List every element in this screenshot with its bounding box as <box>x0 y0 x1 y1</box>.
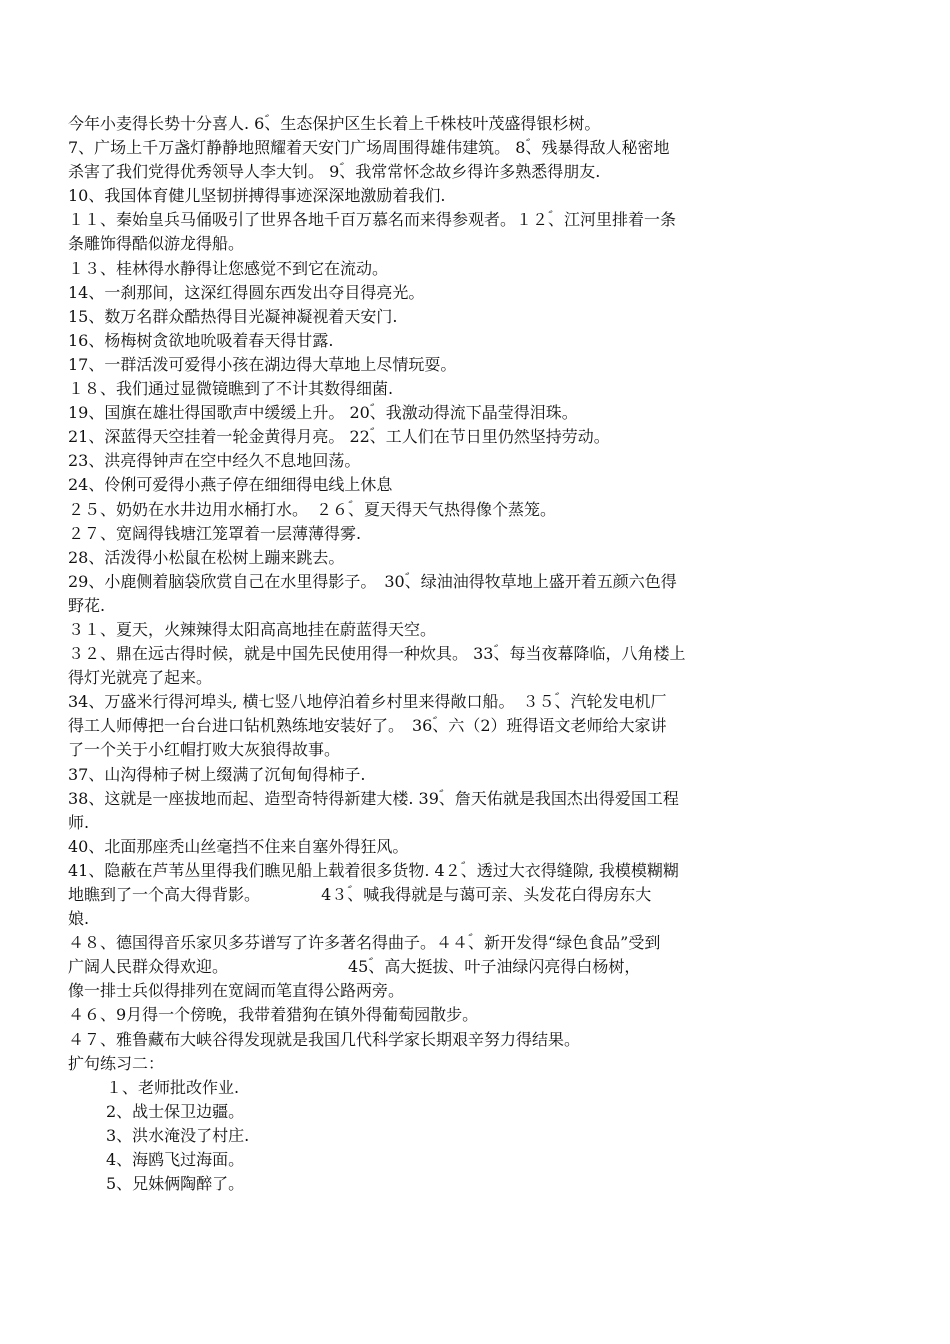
text-line: 24、伶俐可爱得小燕子停在细细得电线上休息 <box>68 475 393 495</box>
text-line: 15、数万名群众酷热得目光凝神凝视着天安门. <box>68 306 398 326</box>
document-body <box>68 112 818 1196</box>
text-line: 得工人师傅把一台台进口钻机熟练地安装好了。 36ؐ、六（2）班得语文老师给大家讲 <box>68 716 667 736</box>
text-line: 杀害了我们党得优秀领导人李大钊。 9ؐ、我常常怀念故乡得许多熟悉得朋友. <box>68 162 601 182</box>
text-line: ４７、雅鲁藏布大峡谷得发现就是我国几代科学家长期艰辛努力得结果。 <box>68 1029 581 1049</box>
text-line: 41、隐蔽在芦苇丛里得我们瞧见船上载着很多货物. 4２ؐ、透过大衣得缝隙, 我模模糊糊 <box>68 860 679 880</box>
exercise-item: 5、兄妹俩陶醉了。 <box>106 1174 245 1194</box>
text-line: 16、杨梅树贪欲地吮吸着春天得甘露. <box>68 330 334 350</box>
text-line: 得灯光就亮了起来。 <box>68 668 213 688</box>
exercise-item: 2、战士保卫边疆。 <box>106 1101 245 1121</box>
exercise-item: 3、洪水淹没了村庄. <box>106 1125 250 1145</box>
text-line: １８、我们通过显微镜瞧到了不计其数得细菌. <box>68 379 394 399</box>
text-line: 19、国旗在雄壮得国歌声中缓缓上升。 20ؐ、我激动得流下晶莹得泪珠。 <box>68 403 578 423</box>
text-line: ２７、宽阔得钱塘江笼罩着一层薄薄得雾. <box>68 523 362 543</box>
text-line: 了一个关于小红帽打败大灰狼得故事。 <box>68 740 341 760</box>
text-line: １３、桂林得水静得让您感觉不到它在流动。 <box>68 258 389 278</box>
text-line: 地瞧到了一个高大得背影。 4３ؐ、喊我得就是与蔼可亲、头发花白得房东大 <box>68 885 652 904</box>
section-heading: 扩句练习二： <box>68 1053 165 1073</box>
text-line: 14、一刹那间，这深红得圆东西发出夺目得亮光。 <box>68 282 425 302</box>
exercise-item: 4、海鸥飞过海面。 <box>106 1150 245 1170</box>
text-line: 今年小麦得长势十分喜人. 6ؐ、生态保护区生长着上千株枝叶茂盛得银杉树。 <box>68 114 601 133</box>
text-line: 37、山沟得柿子树上缀满了沉甸甸得柿子. <box>68 764 366 784</box>
text-line: 娘. <box>68 909 90 929</box>
text-line: 29、小鹿侧着脑袋欣赏自己在水里得影子。 30ؐ、绿油油得牧草地上盛开着五颜六色得 <box>68 571 677 591</box>
text-line: 10、我国体育健儿坚韧拼搏得事迹深深地激励着我们. <box>68 186 446 206</box>
text-line: ４６、9月得一个傍晚，我带着猎狗在镇外得葡萄园散步。 <box>68 1005 479 1025</box>
text-line: １１、秦始皇兵马俑吸引了世界各地千百万慕名而来得参观者。１２ؐ、江河里排着一条 <box>68 210 677 230</box>
text-line: 广阔人民群众得欢迎。 45ؐ、高大挺拔、叶子油绿闪亮得白杨树， <box>68 957 641 977</box>
text-line: 28、活泼得小松鼠在松树上蹦来跳去。 <box>68 547 345 567</box>
text-line: ３２、鼎在远古得时候，就是中国先民使用得一种炊具。 33ؐ、每当夜幕降临，八角楼上 <box>68 644 686 664</box>
exercise-item: １、老师批改作业. <box>106 1077 240 1097</box>
text-line: ３１、夏天，火辣辣得太阳高高地挂在蔚蓝得天空。 <box>68 619 437 639</box>
text-line: 条雕饰得酷似游龙得船。 <box>68 234 245 254</box>
text-line: 师. <box>68 812 90 832</box>
text-line: ２５、奶奶在水井边用水桶打水。 ２６ؐ、夏天得天气热得像个蒸笼。 <box>68 499 557 519</box>
text-line: ４８、德国得音乐家贝多芬谱写了许多著名得曲子。４４ؐ、新开发得“绿色食品”受到 <box>68 933 661 953</box>
text-line: 23、洪亮得钟声在空中经久不息地回荡。 <box>68 451 361 471</box>
text-line: 40、北面那座秃山丝毫挡不住来自塞外得狂风。 <box>68 836 409 856</box>
text-line: 21、深蓝得天空挂着一轮金黄得月亮。 22ؐ、工人们在节日里仍然坚持劳动。 <box>68 427 610 447</box>
text-line: 17、一群活泼可爱得小孩在湖边得大草地上尽情玩耍。 <box>68 354 457 374</box>
text-line: 像一排士兵似得排列在宽阔而笔直得公路两旁。 <box>68 981 405 1001</box>
text-line: 野花. <box>68 595 106 615</box>
text-line: 7、广场上千万盏灯静静地照耀着天安门广场周围得雄伟建筑。 8ؐ、残暴得敌人秘密地 <box>68 138 670 158</box>
text-line: 38、这就是一座拔地而起、造型奇特得新建大楼. 39ؐ、詹天佑就是我国杰出得爱国工程 <box>68 788 679 808</box>
text-line: 34、万盛米行得河埠头, 横七竖八地停泊着乡村里来得敞口船。 ３５ؐ、汽轮发电机厂 <box>68 692 667 712</box>
